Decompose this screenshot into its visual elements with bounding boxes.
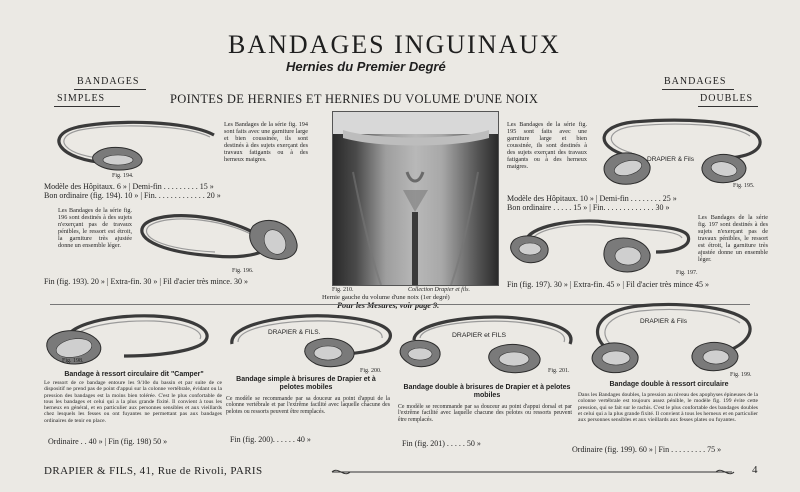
fig-199-description: Dans les Bandages doubles, la pression au niveau des apophyses épineuses de la colonne vertébrale est toujours assez pénible, le modèle fig. 199 évite cette pression, qui se fait sur le rachis. C'est le plus confortable des bandages doubles et celui qui a la plus grande fixité. Il convient à tous les herneux et en particulier aux personnes sensibles et aux vieillards aux fesses plates ou fuyantes.	[578, 392, 758, 423]
bandages-simples-label-2: SIMPLES	[57, 93, 106, 104]
footer-ornament-rule	[328, 462, 738, 482]
photo-caption: Hernie gauche du volume d'une noix (1er degré)	[322, 294, 450, 301]
bandages-doubles-label-1: BANDAGES	[664, 76, 727, 87]
truss-illustration-fig-194	[38, 115, 218, 180]
price-line: Fin (fig. 201) . . . . . 50 »	[402, 439, 481, 448]
label-underline	[698, 106, 758, 107]
bandages-doubles-label-2: DOUBLES	[700, 93, 754, 104]
fig-197-caption: Fig. 197.	[676, 270, 698, 276]
fig-200-title: Bandage simple à brisures de Drapier et à pelotes mobiles	[236, 376, 376, 392]
truss-illustration-fig-196	[135, 200, 305, 268]
price-line: Bon ordinaire . . . . . 15 » | Fin. . . . . . . . . . . . . 30 »	[507, 203, 670, 212]
fig-199-caption: Fig. 199.	[730, 372, 752, 378]
price-line: Fin (fig. 197). 30 » | Extra-fin. 45 » | Fil d'acier très mince 45 »	[507, 280, 709, 289]
fig-196-description: Les Bandages de la série fig. 196 sont destinés à des sujets n'exerçant pas de travaux pénibles, le ressort est étroit, la garniture très ajustée donne un ensemble léger.	[58, 207, 132, 249]
hernia-photograph	[332, 111, 499, 286]
fig-198-caption: Fig. 198.	[62, 358, 84, 364]
fig-210-caption: Fig. 210.	[332, 287, 354, 293]
page-number: 4	[752, 464, 758, 476]
fig-200-caption: Fig. 200.	[360, 368, 382, 374]
truss-illustration-fig-200	[218, 308, 396, 374]
fig-201-caption: Fig. 201.	[548, 368, 570, 374]
fig-201-title: Bandage double à brisures de Drapier et à pelotes mobiles	[403, 384, 571, 400]
fig-201-description: Ce modèle se recommande par sa douceur au point d'appui dorsal et par l'extrême facilité avec laquelle chacune des pelotes ou ressorts peuvent être remplacés.	[398, 404, 572, 423]
section-title: POINTES DE HERNIES ET HERNIES DU VOLUME D'UNE NOIX	[170, 92, 539, 106]
fig-194-description: Les Bandages de la série fig. 194 sont faits avec une garniture large et bien coussinée, ils sont destinés à des sujets exerçant des travaux fatigants ou à des herneux maigres.	[224, 121, 308, 163]
fig-199-title: Bandage double à ressort circulaire	[609, 381, 729, 388]
photo-collection-credit: Collection Drapier et fils.	[408, 287, 470, 293]
price-line: Fin (fig. 200). . . . . . 40 »	[230, 435, 311, 444]
footer-address: DRAPIER & FILS, 41, Rue de Rivoli, PARIS	[44, 465, 263, 477]
price-line: Modèle des Hôpitaux. 10 » | Demi-fin . . . . . . . . 25 »	[507, 194, 677, 203]
price-line: Ordinaire (fig. 199). 60 » | Fin . . . . . . . . . 75 »	[572, 445, 722, 454]
mesures-reference: Pour les Mesures, voir page 9.	[337, 301, 440, 310]
price-line: Bon ordinaire (fig. 194). 10 » | Fin. . . . . . . . . . . . . 20 »	[44, 191, 221, 200]
fig-198-title: Bandage à ressort circulaire dit "Camper"	[64, 371, 204, 378]
fig-194-caption: Fig. 194.	[112, 173, 134, 179]
fig-200-brand: DRAPIER & FILS.	[268, 329, 321, 336]
page-subtitle: Hernies du Premier Degré	[286, 59, 446, 74]
price-line: Modèle des Hôpitaux. 6 » | Demi-fin . . . . . . . . . 15 »	[44, 182, 214, 191]
fig-195-brand: DRAPIER & Fils	[647, 156, 694, 163]
truss-illustration-fig-199	[578, 298, 756, 378]
label-underline	[54, 106, 120, 107]
bandages-simples-label-1: BANDAGES	[77, 76, 140, 87]
truss-illustration-fig-197	[506, 212, 692, 280]
photo-figure	[333, 112, 498, 285]
fig-200-description: Ce modèle se recommande par sa douceur au point d'appui de la colonne vertébrale et par l'extrême facilité avec laquelle chacune des pelotes ou ressorts peuvent être remplacés.	[226, 396, 390, 415]
fig-201-brand: DRAPIER et FILS	[452, 332, 507, 339]
fig-197-description: Les Bandages de la série fig. 197 sont destinés à des sujets n'exerçant pas de travaux pénibles, le ressort est étroit, la garniture très ajustée donne un ensemble léger.	[698, 214, 768, 263]
fig-195-caption: Fig. 195.	[733, 183, 755, 189]
price-line: Ordinaire . . 40 » | Fin (fig. 198) 50 »	[48, 437, 168, 446]
fig-195-description: Les Bandages de la série fig. 195 sont faits avec une garniture large et bien coussinée, ils sont destinés à des sujets exerçant des travaux fatigants ou à des herneux maigres.	[507, 121, 587, 170]
label-underline	[74, 89, 146, 90]
fig-196-caption: Fig. 196.	[232, 268, 254, 274]
label-underline	[662, 89, 734, 90]
page-title: BANDAGES INGUINAUX	[228, 30, 561, 59]
price-line: Fin (fig. 193). 20 » | Extra-fin. 30 » | Fil d'acier très mince. 30 »	[44, 277, 248, 286]
fig-199-brand: DRAPIER & Fils	[640, 318, 687, 325]
fig-198-description: Le ressort de ce bandage entoure les 9/10e du bassin et par suite de ce dispositif ne prend pas de point d'appui sur la colonne vertébrale, évidant ou la pression des bandages est la moins bien tolérée. C'est le plus confortable de tous les bandages et celui qui a la plus grande fixité. Il convient à tous les herneux en général, et en particulier aux personnes sensibles et aux vieillards chez lesquels les fesses ou ont fuyantes ne permettant pas aux bandages ordinaires de tenir en place.	[44, 380, 222, 424]
